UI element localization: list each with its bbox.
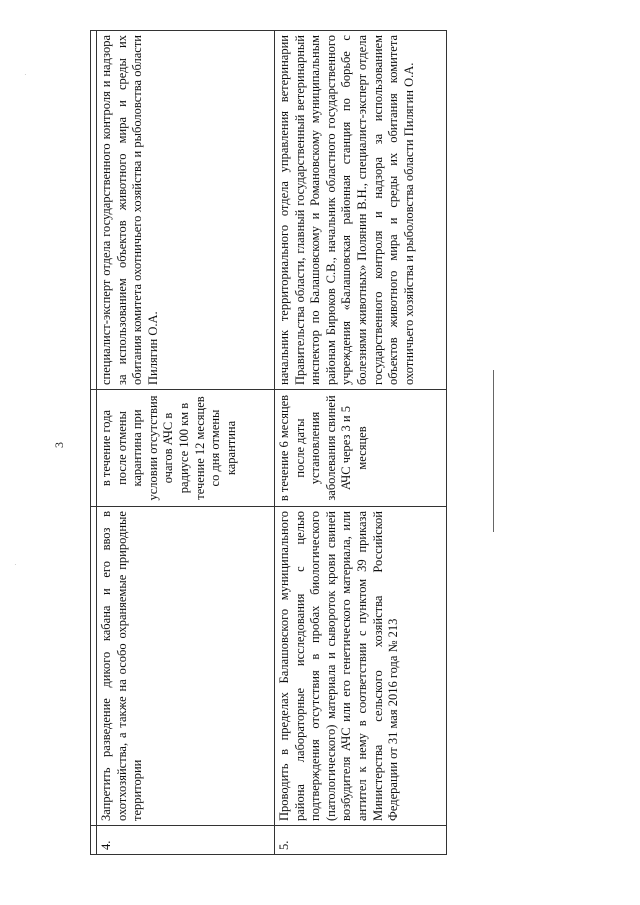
row-responsible: начальник территориального отдела управления ветеринарии Правительства области, главный государственный ветеринарный инспектор по Балашовскому и Романовскому муниципальным районам Бирюков С.В., начальник областного государственного учреждения «Балашовская районная станция по борьбе с болезнями животных» Полянин В.Н., специалист-эксперт отдела государственного контроля и надзора за использованием объектов животного мира и среды их обитания комитета охотничьего хозяйства и рыболовства области Пилягин О.А. (275, 31, 447, 390)
row-responsible: специалист-эксперт отдела государственного контроля и надзора за использованием объектов животного мира и среды их обитания комитета охотничьего хозяйства и рыболовства области Пилягин О.А. (97, 31, 275, 390)
row-action: Проводить в пределах Балашовского муниципального района лабораторные исследования с целью подтверждения отсутствия в пробах биологического (патологического) материала и сывороток крови свиней возбудителя АЧС или его генетического материала, или антител к нему в соответствии с пунктом 39 приказа Министерства сельского хозяйства Российской Федерации от 31 мая 2016 года № 213 (275, 507, 447, 826)
measures-table (90, 30, 447, 855)
row-number: 4. (97, 826, 275, 855)
row-term: в течение 6 месяцев после даты установления заболевания свиней АЧС через 3 и 5 месяцев (275, 390, 447, 507)
row-term: в течение года после отмены карантина при условии отсутствия очагов АЧС в радиусе 100 км в течение 12 месяцев со дня отмены карантина (97, 390, 275, 507)
scan-speck: · (14, 560, 17, 569)
signature-line (493, 370, 494, 532)
row-action: Запретить разведение дикого кабана и его ввоз в охотхозяйства, а также на особо охраняемые природные территории (97, 507, 275, 826)
scan-speck: · (24, 70, 27, 79)
page-number: 3 (52, 442, 66, 448)
rotated-table-block (90, 30, 440, 855)
row-number: 5. (275, 826, 447, 855)
table-row (97, 31, 275, 855)
table-row (275, 31, 447, 855)
